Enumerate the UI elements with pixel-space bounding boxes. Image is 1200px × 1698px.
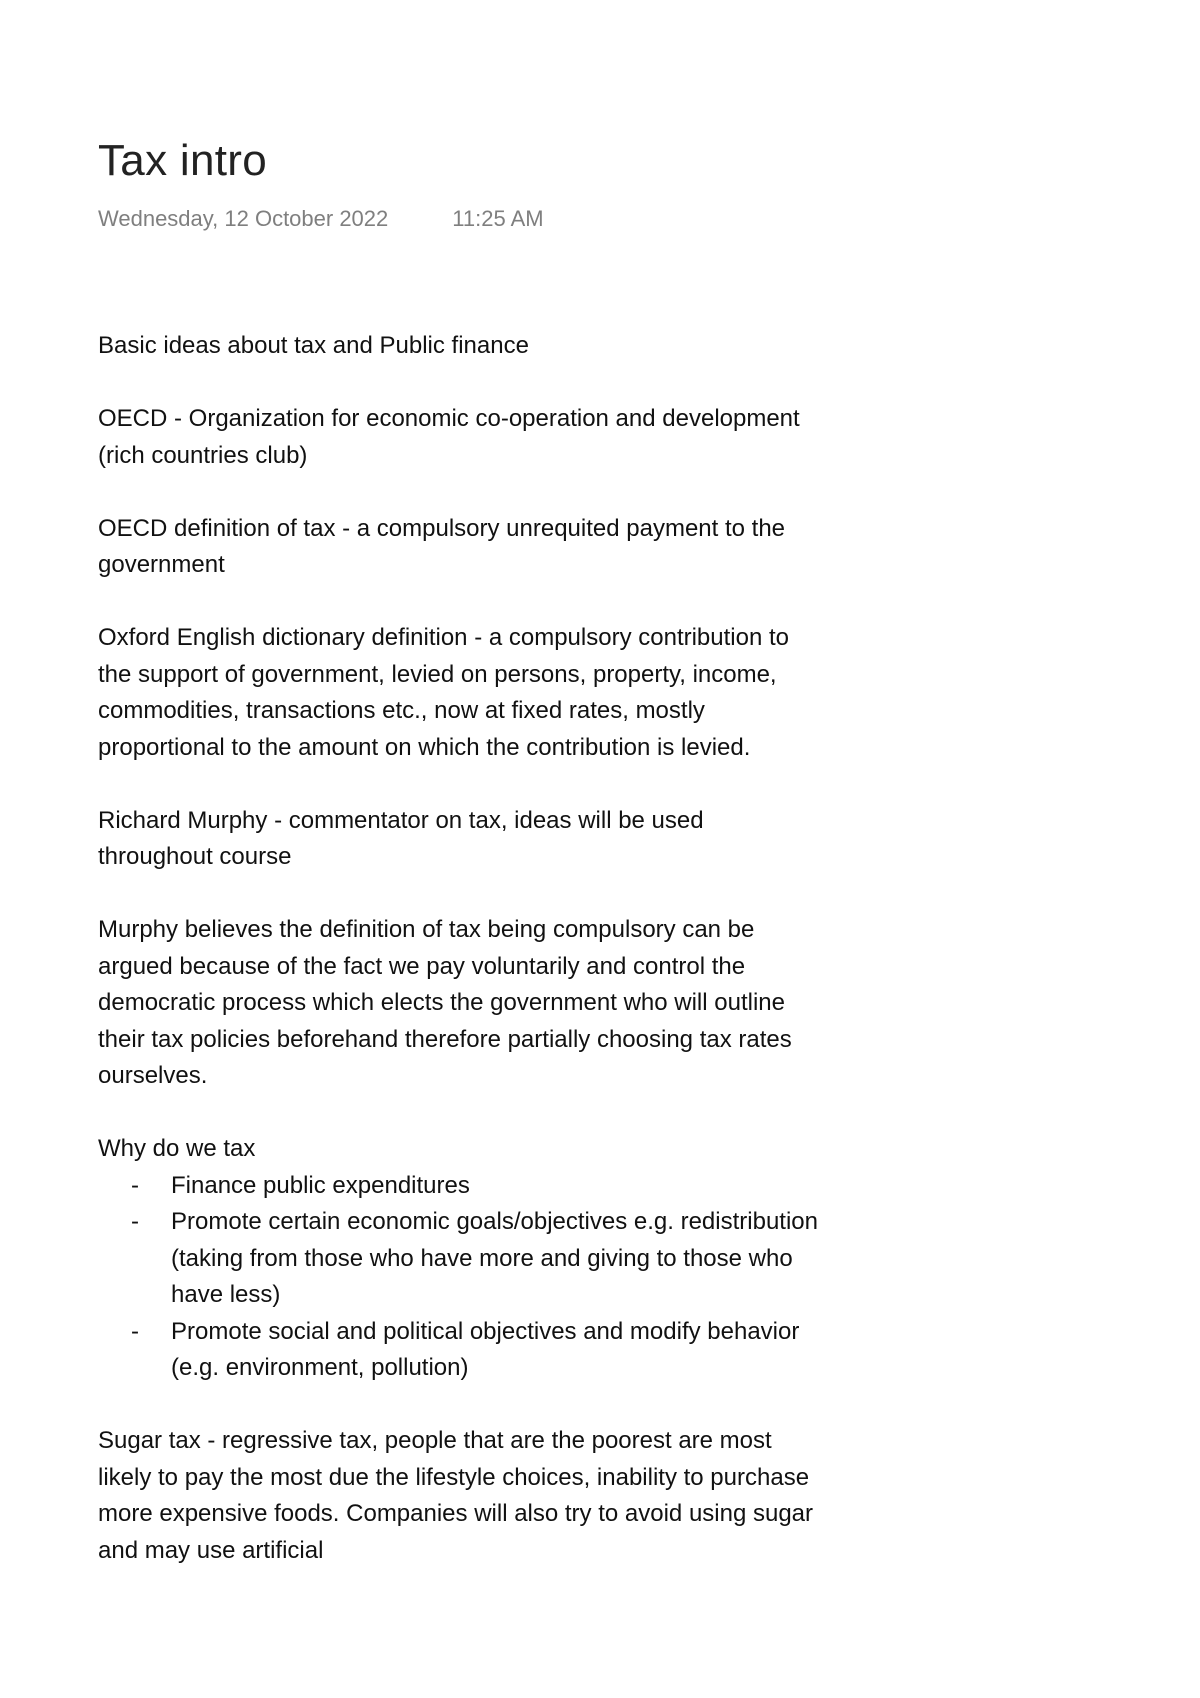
dash-marker: - [131, 1317, 139, 1345]
paragraph-sugar-tax: Sugar tax - regressive tax, people that are the poorest are most likely to pay the most due the lifestyle choices, inability to purchase more expensive foods. Companies will also try to avoid using sugar and may use artificial [98, 1427, 814, 1564]
list-item [98, 1168, 818, 1205]
list-item [98, 1314, 818, 1387]
dash-marker: - [131, 1208, 139, 1235]
paragraph-richard-murphy: Richard Murphy - commentator on tax, ideas will be used throughout course [98, 806, 704, 870]
why-tax-heading: Why do we tax [98, 1135, 256, 1162]
why-tax-list [98, 1168, 818, 1387]
note-time: 11:25 AM [452, 206, 544, 231]
dash-marker: - [131, 1171, 139, 1199]
paragraph-oecd-definition: OECD definition of tax - a compulsory unrequited payment to the government [98, 514, 786, 578]
paragraph-oecd: OECD - Organization for economic co-operation and development (rich countries club) [98, 405, 800, 469]
paragraph-murphy-belief: Murphy believes the definition of tax being compulsory can be argued because of the fact we pay voluntarily and control the democratic process which elects the government who will outline their tax policies beforehand therefore partially choosing tax rates ourselves. [98, 916, 792, 1089]
page-title: Tax intro [98, 136, 267, 185]
note-date: Wednesday, 12 October 2022 [98, 206, 389, 231]
paragraph-oxford-definition: Oxford English dictionary definition - a compulsory contribution to the support of government, levied on persons, property, income, commodities, transactions etc., now at fixed rates, mostly proportional to the amount on which the contribution is levied. [98, 624, 790, 761]
note-timestamp [98, 206, 544, 232]
paragraph-intro: Basic ideas about tax and Public finance [98, 332, 529, 359]
list-item [98, 1204, 818, 1314]
list-item-text: Promote social and political objectives and modify behavior (e.g. environment, pollution) [171, 1317, 800, 1381]
list-item-text: Finance public expenditures [171, 1171, 470, 1199]
list-item-text: Promote certain economic goals/objectives e.g. redistribution (taking from those who have more and giving to those who have less) [171, 1208, 818, 1308]
note-body [98, 328, 818, 1606]
